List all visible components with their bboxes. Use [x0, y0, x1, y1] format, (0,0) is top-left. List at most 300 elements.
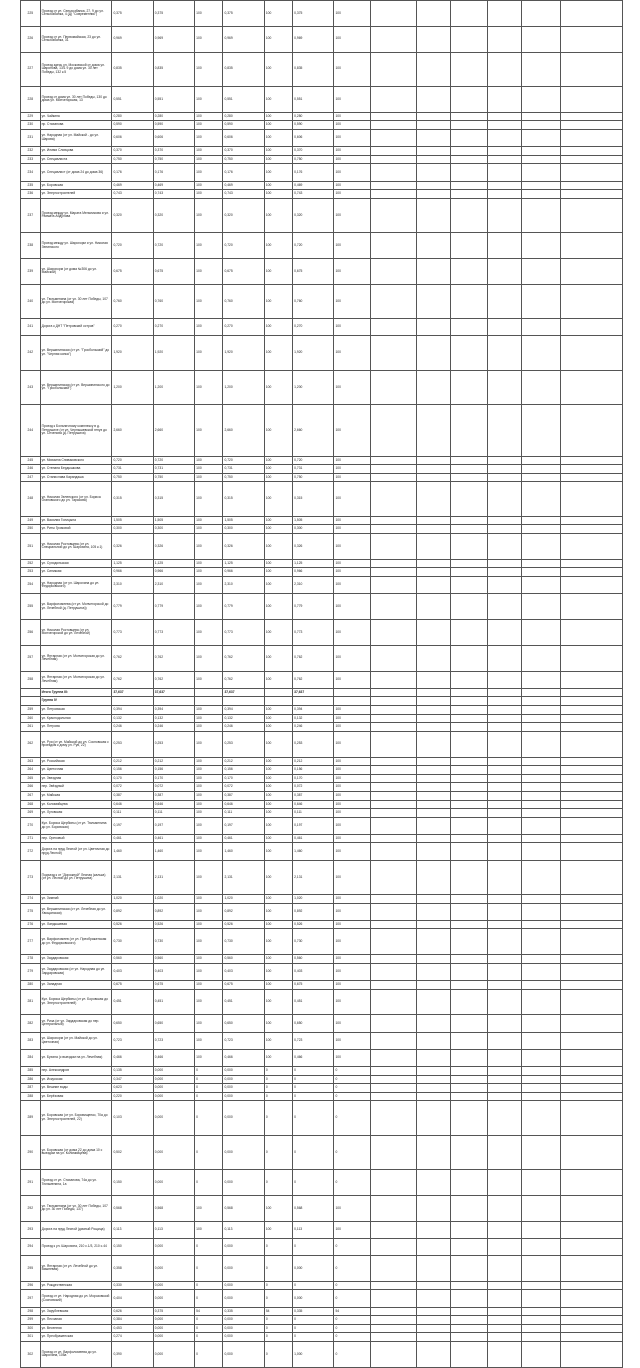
length-total-cell: 0,743: [112, 190, 153, 199]
percent-cell: 100: [195, 774, 223, 783]
length-result-cell: 0,000: [293, 1256, 334, 1282]
percent-actual-cell: 100: [264, 963, 292, 980]
empty-cell: [450, 783, 487, 792]
percent-cell: 100: [195, 1195, 223, 1221]
percent-cell: 100: [195, 723, 223, 732]
row-number-cell: [21, 697, 41, 706]
empty-cell: [371, 1342, 417, 1368]
road-name-cell: ул. Западная: [40, 981, 112, 990]
length-actual-cell: 0,403: [223, 963, 264, 980]
empty-cell: [521, 860, 560, 894]
road-name-cell: Подъезд к от "Дорожной" Лесная (калька) (от ул. Лесной до ул. Петрушиха): [40, 860, 112, 894]
length-result-cell: 0: [293, 1324, 334, 1333]
empty-cell: [371, 112, 417, 121]
empty-cell: [450, 1221, 487, 1238]
road-name-cell: Проезд от дома ул. 30 лет Победы, 130 до дома ул. Мончегорская, 13: [40, 86, 112, 112]
percent-actual-cell: 100: [264, 258, 292, 284]
table-row: [21, 181, 623, 190]
empty-cell: [560, 809, 622, 818]
length-total-cell: 2,310: [112, 577, 153, 594]
percent-actual-cell: 100: [264, 465, 292, 474]
percent-actual-cell: 100: [264, 568, 292, 577]
percent-result-cell: 100: [334, 405, 371, 457]
table-row: [21, 568, 623, 577]
percent-result-cell: 100: [334, 963, 371, 980]
length-result-cell: 0,280: [293, 112, 334, 121]
empty-cell: [560, 1316, 622, 1325]
length-actual-cell: 1,125: [223, 559, 264, 568]
length-actual-cell: 0,280: [223, 112, 264, 121]
empty-cell: [487, 121, 521, 130]
row-number-cell: 244: [21, 405, 41, 457]
empty-cell: [560, 843, 622, 860]
row-number-cell: 253: [21, 568, 41, 577]
empty-cell: [371, 860, 417, 894]
empty-cell: [450, 619, 487, 645]
empty-cell: [450, 1170, 487, 1196]
empty-cell: [417, 1032, 451, 1049]
percent-actual-cell: 100: [264, 319, 292, 336]
table-row: [21, 688, 623, 697]
percent-actual-cell: 100: [264, 903, 292, 920]
empty-cell: [371, 86, 417, 112]
percent-result-cell: 0: [334, 1135, 371, 1169]
empty-cell: [450, 405, 487, 457]
table-row: [21, 766, 623, 775]
length-total-cell: 0,606: [112, 129, 153, 146]
percent-result-cell: 100: [334, 319, 371, 336]
row-number-cell: 302: [21, 1342, 41, 1368]
length-actual-cell: 0,176: [223, 164, 264, 181]
empty-cell: [487, 783, 521, 792]
length-result-cell: 0,270: [293, 319, 334, 336]
empty-cell: [521, 86, 560, 112]
empty-cell: [560, 52, 622, 86]
length-actual-cell: 0,246: [223, 723, 264, 732]
empty-cell: [487, 800, 521, 809]
percent-cell: 0: [195, 1290, 223, 1307]
length-normative-cell: 0,743: [153, 190, 194, 199]
row-number-cell: 241: [21, 319, 41, 336]
percent-actual-cell: 100: [264, 1195, 292, 1221]
empty-cell: [487, 370, 521, 404]
empty-cell: [417, 783, 451, 792]
empty-cell: [450, 319, 487, 336]
empty-cell: [371, 619, 417, 645]
table-row: [21, 525, 623, 534]
percent-actual-cell: 54: [264, 1307, 292, 1316]
empty-cell: [487, 52, 521, 86]
length-normative-cell: 0,835: [153, 52, 194, 86]
percent-cell: 100: [195, 147, 223, 156]
percent-cell: 100: [195, 800, 223, 809]
length-total-cell: 0,320: [112, 198, 153, 232]
length-actual-cell: 0,000: [223, 1101, 264, 1135]
empty-cell: [371, 834, 417, 843]
length-total-cell: 0,720: [112, 456, 153, 465]
length-actual-cell: 0,000: [223, 1316, 264, 1325]
empty-cell: [417, 1170, 451, 1196]
empty-cell: [417, 52, 451, 86]
empty-cell: [487, 147, 521, 156]
empty-cell: [450, 516, 487, 525]
length-result-cell: 0,560: [293, 955, 334, 964]
row-number-cell: 228: [21, 86, 41, 112]
empty-cell: [521, 473, 560, 482]
percent-actual-cell: 100: [264, 577, 292, 594]
road-name-cell: ул. Луговская: [40, 809, 112, 818]
percent-cell: 100: [195, 190, 223, 199]
length-total-cell: 0,560: [112, 955, 153, 964]
empty-cell: [417, 1316, 451, 1325]
empty-cell: [371, 895, 417, 904]
percent-cell: 0: [195, 1256, 223, 1282]
empty-cell: [417, 577, 451, 594]
empty-cell: [417, 147, 451, 156]
empty-cell: [560, 190, 622, 199]
empty-cell: [371, 723, 417, 732]
empty-cell: [417, 989, 451, 1015]
empty-cell: [560, 989, 622, 1015]
empty-cell: [487, 465, 521, 474]
empty-cell: [560, 405, 622, 457]
percent-actual-cell: 100: [264, 284, 292, 318]
empty-cell: [487, 1316, 521, 1325]
table-row: [21, 1066, 623, 1075]
empty-cell: [521, 963, 560, 980]
row-number-cell: 247: [21, 473, 41, 482]
road-name-cell: ул. Майская: [40, 791, 112, 800]
percent-cell: 100: [195, 903, 223, 920]
empty-cell: [417, 1333, 451, 1342]
empty-cell: [560, 594, 622, 620]
length-result-cell: 0,760: [293, 284, 334, 318]
length-result-cell: 0,892: [293, 903, 334, 920]
percent-cell: 0: [195, 1342, 223, 1368]
row-number-cell: 259: [21, 705, 41, 714]
row-number-cell: 227: [21, 52, 41, 86]
empty-cell: [560, 370, 622, 404]
empty-cell: [417, 791, 451, 800]
length-normative-cell: 0,212: [153, 757, 194, 766]
row-number-cell: 281: [21, 989, 41, 1015]
empty-cell: [521, 129, 560, 146]
empty-cell: [560, 671, 622, 688]
empty-cell: [487, 645, 521, 671]
table-row: [21, 1170, 623, 1196]
table-row: [21, 86, 623, 112]
percent-cell: 100: [195, 843, 223, 860]
empty-cell: [560, 1195, 622, 1221]
length-normative-cell: 37,637: [153, 688, 194, 697]
row-number-cell: 299: [21, 1316, 41, 1325]
length-total-cell: 0,403: [112, 963, 153, 980]
empty-cell: [371, 482, 417, 516]
percent-cell: 0: [195, 1238, 223, 1255]
table-row: [21, 1, 623, 27]
table-row: [21, 1316, 623, 1325]
percent-result-cell: 100: [334, 190, 371, 199]
row-number-cell: 278: [21, 955, 41, 964]
table-row: [21, 1281, 623, 1290]
road-name-cell: ул. Михаила Спиваковского: [40, 456, 112, 465]
empty-cell: [417, 645, 451, 671]
road-name-cell: ул. Ландышевая: [40, 920, 112, 929]
empty-cell: [417, 731, 451, 757]
empty-cell: [487, 284, 521, 318]
percent-result-cell: 100: [334, 705, 371, 714]
length-total-cell: 0,150: [112, 1238, 153, 1255]
road-name-cell: ул. Николая Зеленского (от ул. Бориса Огановского до ул. Тарасова): [40, 482, 112, 516]
empty-cell: [371, 731, 417, 757]
empty-cell: [487, 1101, 521, 1135]
length-total-cell: 0,300: [112, 525, 153, 534]
road-name-cell: Дорога на пруд Лесной (от ул. Цветочная до пруд Лесной): [40, 843, 112, 860]
empty-cell: [450, 1290, 487, 1307]
empty-cell: [417, 774, 451, 783]
empty-cell: [417, 456, 451, 465]
percent-result-cell: 100: [334, 929, 371, 955]
percent-result-cell: 100: [334, 147, 371, 156]
length-total-cell: 0,197: [112, 817, 153, 834]
empty-cell: [371, 1333, 417, 1342]
length-result-cell: 0,966: [293, 568, 334, 577]
empty-cell: [521, 843, 560, 860]
road-name-cell: ул. Тюльменина (от ул. 30 лет Победы, 107 до ул. 30 лет Победы, 137): [40, 1195, 112, 1221]
road-name-cell: ул. Боровская (от ул. Боровищенко, 70а до ул. Энергостроителей, 22): [40, 1101, 112, 1135]
length-actual-cell: 0,750: [223, 473, 264, 482]
road-name-cell: ул. Вершининская (от ул. "Гросбольский" до ул. "Черная копка"): [40, 336, 112, 370]
empty-cell: [487, 1221, 521, 1238]
empty-cell: [560, 920, 622, 929]
road-name-cell: ул. Варфоломеев (от ул. Преображенская до ул. Федорковского): [40, 929, 112, 955]
percent-result-cell: 100: [334, 534, 371, 560]
empty-cell: [371, 774, 417, 783]
length-normative-cell: 0,197: [153, 817, 194, 834]
empty-cell: [521, 465, 560, 474]
length-actual-cell: 1,200: [223, 370, 264, 404]
length-actual-cell: 0,720: [223, 233, 264, 259]
empty-cell: [521, 155, 560, 164]
length-total-cell: 0,270: [112, 319, 153, 336]
percent-result-cell: 100: [334, 981, 371, 990]
table-row: [21, 465, 623, 474]
table-row: [21, 1084, 623, 1093]
empty-cell: [487, 112, 521, 121]
empty-cell: [560, 1256, 622, 1282]
percent-result-cell: 100: [334, 800, 371, 809]
table-row: [21, 705, 623, 714]
empty-cell: [417, 112, 451, 121]
row-number-cell: 262: [21, 731, 41, 757]
percent-result-cell: [334, 688, 371, 697]
length-actual-cell: 0,212: [223, 757, 264, 766]
percent-cell: 100: [195, 817, 223, 834]
percent-actual-cell: 0: [264, 1342, 292, 1368]
percent-actual-cell: 100: [264, 774, 292, 783]
row-number-cell: 257: [21, 645, 41, 671]
empty-cell: [487, 181, 521, 190]
empty-cell: [417, 534, 451, 560]
empty-cell: [487, 731, 521, 757]
empty-cell: [560, 1290, 622, 1307]
empty-cell: [521, 1342, 560, 1368]
empty-cell: [417, 1, 451, 27]
empty-cell: [371, 809, 417, 818]
length-actual-cell: 0,370: [223, 147, 264, 156]
length-result-cell: 37,637: [293, 688, 334, 697]
length-result-cell: 0,466: [293, 1049, 334, 1066]
table-row: [21, 955, 623, 964]
length-normative-cell: 0,111: [153, 809, 194, 818]
length-result-cell: 0,132: [293, 714, 334, 723]
length-normative-cell: 0,966: [153, 568, 194, 577]
empty-cell: [521, 284, 560, 318]
length-total-cell: 0,626: [112, 1307, 153, 1316]
length-actual-cell: 0,000: [223, 1066, 264, 1075]
empty-cell: [487, 1195, 521, 1221]
empty-cell: [521, 456, 560, 465]
empty-cell: [487, 989, 521, 1015]
row-number-cell: 254: [21, 577, 41, 594]
empty-cell: [487, 1342, 521, 1368]
length-result-cell: 1,000: [293, 1342, 334, 1368]
empty-cell: [450, 671, 487, 688]
empty-cell: [450, 258, 487, 284]
road-name-cell: Проезд от ул. Народная до ул. Морозовской (Сосновский): [40, 1290, 112, 1307]
length-normative-cell: 0,720: [153, 456, 194, 465]
table-row: [21, 920, 623, 929]
road-name-cell: пер. Александров: [40, 1066, 112, 1075]
length-actual-cell: 0,773: [223, 619, 264, 645]
empty-cell: [450, 577, 487, 594]
empty-cell: [521, 1256, 560, 1282]
empty-cell: [417, 525, 451, 534]
length-normative-cell: 0,469: [153, 181, 194, 190]
length-normative-cell: 0,072: [153, 783, 194, 792]
empty-cell: [487, 86, 521, 112]
length-actual-cell: 0,590: [223, 121, 264, 130]
length-result-cell: 0,461: [293, 834, 334, 843]
empty-cell: [417, 817, 451, 834]
table-row: [21, 697, 623, 706]
empty-cell: [487, 473, 521, 482]
empty-cell: [450, 1075, 487, 1084]
row-number-cell: 292: [21, 1195, 41, 1221]
percent-result-cell: 100: [334, 645, 371, 671]
length-total-cell: 0,212: [112, 757, 153, 766]
length-result-cell: 0,551: [293, 86, 334, 112]
percent-cell: 100: [195, 1032, 223, 1049]
length-total-cell: 37,637: [112, 688, 153, 697]
empty-cell: [560, 86, 622, 112]
length-actual-cell: 0,469: [223, 181, 264, 190]
percent-result-cell: 100: [334, 465, 371, 474]
length-result-cell: 0,451: [293, 989, 334, 1015]
empty-cell: [560, 1084, 622, 1093]
empty-cell: [371, 1032, 417, 1049]
empty-cell: [560, 963, 622, 980]
percent-result-cell: 100: [334, 903, 371, 920]
length-normative-cell: 0,326: [153, 534, 194, 560]
length-actual-cell: 0,835: [223, 52, 264, 86]
empty-cell: [371, 1256, 417, 1282]
percent-result-cell: 100: [334, 809, 371, 818]
empty-cell: [417, 800, 451, 809]
empty-cell: [521, 731, 560, 757]
percent-result-cell: 0: [334, 1101, 371, 1135]
length-normative-cell: 0,253: [153, 731, 194, 757]
empty-cell: [560, 516, 622, 525]
length-actual-cell: 0,000: [223, 1092, 264, 1101]
length-total-cell: 0,150: [112, 1170, 153, 1196]
length-actual-cell: 0,170: [223, 774, 264, 783]
table-row: [21, 843, 623, 860]
percent-result-cell: 0: [334, 1324, 371, 1333]
length-result-cell: 0: [293, 1101, 334, 1135]
percent-result-cell: 100: [334, 774, 371, 783]
empty-cell: [521, 981, 560, 990]
length-normative-cell: 1,125: [153, 559, 194, 568]
empty-cell: [560, 1135, 622, 1169]
empty-cell: [450, 1084, 487, 1093]
empty-cell: [417, 1135, 451, 1169]
empty-cell: [371, 705, 417, 714]
empty-cell: [521, 190, 560, 199]
empty-cell: [560, 903, 622, 920]
empty-cell: [521, 809, 560, 818]
table-row: [21, 1015, 623, 1032]
empty-cell: [560, 817, 622, 834]
road-name-cell: Проезд от ул. Сельхозбанка, 27, 9 до ул. Сельхозбанка, 4 (Д) "Современник"): [40, 1, 112, 27]
percent-result-cell: 100: [334, 86, 371, 112]
length-normative-cell: 1,460: [153, 843, 194, 860]
empty-cell: [487, 164, 521, 181]
length-total-cell: 0,156: [112, 766, 153, 775]
road-name-cell: ул. Сухидольская: [40, 559, 112, 568]
empty-cell: [487, 258, 521, 284]
percent-actual-cell: 100: [264, 456, 292, 465]
empty-cell: [487, 920, 521, 929]
length-normative-cell: 2,310: [153, 577, 194, 594]
percent-cell: 100: [195, 791, 223, 800]
empty-cell: [521, 774, 560, 783]
length-normative-cell: 0,969: [153, 26, 194, 52]
length-actual-cell: 2,310: [223, 577, 264, 594]
percent-cell: 100: [195, 929, 223, 955]
percent-cell: 100: [195, 577, 223, 594]
road-name-cell: пр. Стаханова: [40, 121, 112, 130]
table-row: [21, 473, 623, 482]
percent-actual-cell: 100: [264, 809, 292, 818]
table-row: [21, 594, 623, 620]
empty-cell: [487, 1135, 521, 1169]
table-row: [21, 963, 623, 980]
percent-result-cell: 100: [334, 1221, 371, 1238]
empty-cell: [560, 860, 622, 894]
length-actual-cell: 0,197: [223, 817, 264, 834]
table-row: [21, 731, 623, 757]
row-number-cell: 284: [21, 1049, 41, 1066]
length-actual-cell: 0,551: [223, 86, 264, 112]
empty-cell: [487, 955, 521, 964]
length-actual-cell: 0,387: [223, 791, 264, 800]
empty-cell: [417, 1066, 451, 1075]
empty-cell: [417, 1075, 451, 1084]
percent-cell: 100: [195, 26, 223, 52]
percent-actual-cell: 100: [264, 843, 292, 860]
empty-cell: [487, 843, 521, 860]
